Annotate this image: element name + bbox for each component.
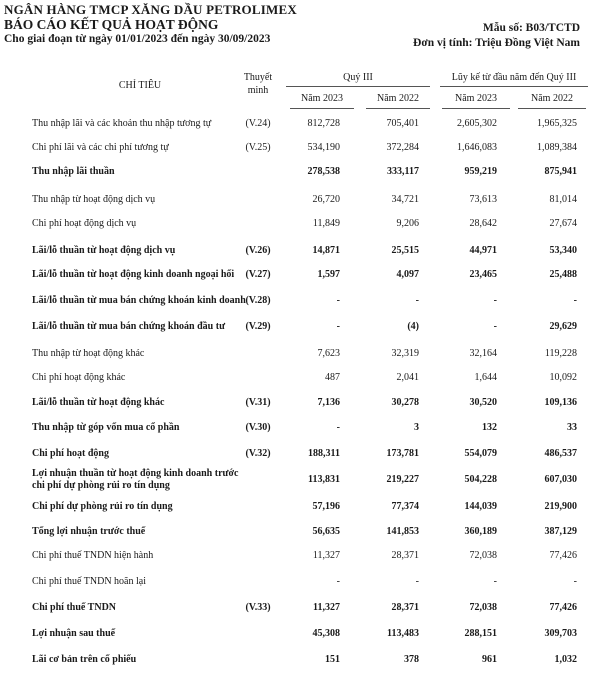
row-label: Chi phí thuế TNDN hoãn lại bbox=[32, 576, 146, 587]
row-note: (V.27) bbox=[245, 269, 271, 280]
value-ytd-2022: 119,228 bbox=[544, 348, 577, 359]
row-note: (V.26) bbox=[245, 245, 271, 256]
row-note: (V.30) bbox=[245, 422, 271, 433]
value-q3-2023: 26,720 bbox=[312, 194, 340, 205]
row-note: (V.29) bbox=[245, 321, 271, 332]
value-ytd-2022: 77,426 bbox=[549, 602, 577, 613]
value-ytd-2022: 219,900 bbox=[544, 501, 577, 512]
report-period: Cho giai đoạn từ ngày 01/01/2023 đến ngày 30/09/2023 bbox=[4, 33, 271, 45]
column-q3-2023: Năm 2023 bbox=[301, 93, 343, 104]
row-label: Lãi/lỗ thuần từ mua bán chứng khoán kinh doanh bbox=[32, 295, 246, 306]
value-ytd-2023: 554,079 bbox=[464, 448, 497, 459]
value-ytd-2022: 33 bbox=[567, 422, 577, 433]
value-ytd-2022: 1,965,325 bbox=[537, 118, 577, 129]
value-ytd-2023: 72,038 bbox=[469, 550, 497, 561]
row-label: Thu nhập từ hoạt động khác bbox=[32, 348, 145, 359]
value-ytd-2023: 504,228 bbox=[464, 474, 497, 485]
value-q3-2023: 7,623 bbox=[317, 348, 340, 359]
row-note: (V.25) bbox=[245, 142, 271, 153]
underline-q3-2023 bbox=[290, 108, 354, 109]
value-ytd-2023: 1,644 bbox=[474, 372, 497, 383]
value-q3-2022: 219,227 bbox=[386, 474, 419, 485]
value-q3-2022: - bbox=[415, 576, 419, 587]
value-q3-2023: 487 bbox=[325, 372, 340, 383]
value-q3-2022: 30,278 bbox=[391, 397, 419, 408]
value-q3-2023: 11,327 bbox=[312, 550, 340, 561]
value-ytd-2022: 387,129 bbox=[544, 526, 577, 537]
row-label: Lãi/lỗ thuần từ hoạt động kinh doanh ngoại hối bbox=[32, 269, 235, 280]
value-ytd-2022: 875,941 bbox=[544, 166, 577, 177]
value-q3-2022: 34,721 bbox=[391, 194, 419, 205]
value-ytd-2023: 1,646,083 bbox=[457, 142, 497, 153]
row-label: Lãi/lỗ thuần từ mua bán chứng khoán đầu tư bbox=[32, 321, 226, 332]
row-label: Lãi/lỗ thuần từ hoạt động khác bbox=[32, 397, 165, 408]
row-label: Thu nhập lãi thuần bbox=[32, 166, 115, 177]
value-ytd-2022: 1,032 bbox=[554, 654, 577, 665]
column-q3-2022: Năm 2022 bbox=[377, 93, 419, 104]
value-q3-2022: (4) bbox=[407, 321, 419, 332]
report-title: BÁO CÁO KẾT QUẢ HOẠT ĐỘNG bbox=[4, 17, 219, 32]
value-ytd-2022: - bbox=[573, 295, 577, 306]
value-q3-2023: - bbox=[336, 422, 340, 433]
row-label: Chi phí thuế TNDN hiện hành bbox=[32, 550, 154, 561]
row-label: Lãi cơ bản trên cổ phiếu bbox=[32, 654, 137, 665]
table-row bbox=[0, 468, 590, 492]
value-q3-2022: 3 bbox=[414, 422, 419, 433]
value-q3-2022: 2,041 bbox=[396, 372, 419, 383]
value-q3-2022: 77,374 bbox=[391, 501, 419, 512]
value-ytd-2023: - bbox=[493, 576, 497, 587]
report-header bbox=[4, 2, 586, 47]
row-label: Chi phí hoạt động bbox=[32, 448, 109, 459]
value-ytd-2022: 109,136 bbox=[544, 397, 577, 408]
value-ytd-2022: 309,703 bbox=[544, 628, 577, 639]
value-q3-2023: 188,311 bbox=[308, 448, 340, 459]
form-number: Mẫu số: B03/TCTD bbox=[482, 22, 580, 34]
value-ytd-2023: 2,605,302 bbox=[457, 118, 497, 129]
row-label: Tổng lợi nhuận trước thuế bbox=[32, 526, 146, 537]
value-ytd-2022: 29,629 bbox=[549, 321, 577, 332]
value-ytd-2023: 73,613 bbox=[469, 194, 497, 205]
value-ytd-2023: 360,189 bbox=[464, 526, 497, 537]
value-ytd-2022: - bbox=[573, 576, 577, 587]
row-label: Lãi/lỗ thuần từ hoạt động dịch vụ bbox=[32, 245, 176, 256]
column-group-q3: Quý III bbox=[343, 72, 373, 83]
underline-ytd-2023 bbox=[442, 108, 510, 109]
column-item: CHỈ TIÊU bbox=[118, 80, 162, 91]
row-label: Thu nhập từ góp vốn mua cổ phần bbox=[32, 422, 180, 433]
value-ytd-2023: 23,465 bbox=[469, 269, 497, 280]
value-q3-2022: 372,284 bbox=[386, 142, 419, 153]
row-label: Chi phí dự phòng rủi ro tín dụng bbox=[32, 501, 173, 512]
value-ytd-2023: 961 bbox=[482, 654, 497, 665]
value-q3-2022: 25,515 bbox=[391, 245, 419, 256]
value-ytd-2023: 959,219 bbox=[464, 166, 497, 177]
underline-ytd-2022 bbox=[518, 108, 586, 109]
value-ytd-2023: 144,039 bbox=[464, 501, 497, 512]
row-label: Chi phí hoạt động khác bbox=[32, 372, 126, 383]
value-q3-2023: 7,136 bbox=[317, 397, 340, 408]
value-q3-2023: 1,597 bbox=[317, 269, 340, 280]
value-ytd-2023: - bbox=[493, 321, 497, 332]
value-q3-2023: 151 bbox=[325, 654, 340, 665]
row-note: (V.24) bbox=[245, 118, 271, 129]
value-q3-2022: 333,117 bbox=[387, 166, 419, 177]
value-ytd-2023: 32,164 bbox=[469, 348, 497, 359]
row-note: (V.33) bbox=[245, 602, 271, 613]
value-ytd-2022: 77,426 bbox=[549, 550, 577, 561]
bank-name: NGÂN HÀNG TMCP XĂNG DẦU PETROLIMEX bbox=[4, 2, 297, 17]
value-q3-2022: 705,401 bbox=[386, 118, 419, 129]
value-q3-2023: 56,635 bbox=[312, 526, 340, 537]
row-label: Thu nhập từ hoạt động dịch vụ bbox=[32, 194, 156, 205]
column-ytd-2023: Năm 2023 bbox=[455, 93, 497, 104]
value-q3-2023: 11,327 bbox=[313, 602, 340, 613]
row-label: Lợi nhuận thuần từ hoạt động kinh doanh trước bbox=[32, 468, 239, 479]
value-q3-2022: 113,483 bbox=[387, 628, 419, 639]
value-q3-2023: 11,849 bbox=[312, 218, 340, 229]
value-q3-2022: 28,371 bbox=[391, 602, 419, 613]
divider-ytd bbox=[440, 86, 588, 87]
value-ytd-2022: 81,014 bbox=[549, 194, 577, 205]
value-ytd-2022: 607,030 bbox=[544, 474, 577, 485]
row-note: (V.31) bbox=[245, 397, 271, 408]
value-ytd-2023: 288,151 bbox=[464, 628, 497, 639]
value-q3-2023: - bbox=[336, 295, 340, 306]
value-ytd-2023: 28,642 bbox=[469, 218, 497, 229]
row-label: Lợi nhuận sau thuế bbox=[32, 628, 116, 639]
currency-unit: Đơn vị tính: Triệu Đồng Việt Nam bbox=[413, 37, 580, 49]
value-ytd-2023: 30,520 bbox=[469, 397, 497, 408]
row-note: (V.28) bbox=[245, 295, 271, 306]
value-q3-2022: 9,206 bbox=[396, 218, 419, 229]
value-q3-2023: 113,831 bbox=[308, 474, 340, 485]
value-q3-2023: - bbox=[336, 576, 340, 587]
value-q3-2023: - bbox=[336, 321, 340, 332]
value-ytd-2022: 486,537 bbox=[544, 448, 577, 459]
value-q3-2023: 57,196 bbox=[312, 501, 340, 512]
value-ytd-2023: 132 bbox=[482, 422, 497, 433]
column-note-line1: Thuyết bbox=[243, 72, 273, 83]
value-ytd-2023: - bbox=[493, 295, 497, 306]
value-ytd-2022: 27,674 bbox=[549, 218, 577, 229]
value-ytd-2022: 10,092 bbox=[549, 372, 577, 383]
row-note: (V.32) bbox=[245, 448, 271, 459]
underline-q3-2022 bbox=[366, 108, 430, 109]
value-ytd-2022: 53,340 bbox=[549, 245, 577, 256]
value-ytd-2022: 1,089,384 bbox=[537, 142, 577, 153]
column-ytd-2022: Năm 2022 bbox=[531, 93, 573, 104]
row-label: Chi phí lãi và các chi phí tương tự bbox=[32, 142, 169, 153]
value-q3-2022: 173,781 bbox=[386, 448, 419, 459]
value-q3-2022: 32,319 bbox=[391, 348, 419, 359]
value-q3-2022: 378 bbox=[404, 654, 419, 665]
value-ytd-2023: 44,971 bbox=[469, 245, 497, 256]
value-q3-2022: - bbox=[415, 295, 419, 306]
divider-q3 bbox=[286, 86, 430, 87]
value-q3-2023: 14,871 bbox=[312, 245, 340, 256]
value-q3-2023: 45,308 bbox=[312, 628, 340, 639]
column-group-ytd: Lũy kế từ đầu năm đến Quý III bbox=[451, 72, 577, 83]
value-q3-2023: 812,728 bbox=[307, 118, 340, 129]
value-q3-2022: 4,097 bbox=[396, 269, 419, 280]
column-note-line2: minh bbox=[247, 85, 269, 96]
value-q3-2022: 141,853 bbox=[386, 526, 419, 537]
value-q3-2022: 28,371 bbox=[391, 550, 419, 561]
row-label-line2: chi phí dự phòng rủi ro tín dụng bbox=[32, 480, 170, 491]
value-ytd-2022: 25,488 bbox=[549, 269, 577, 280]
value-q3-2023: 534,190 bbox=[307, 142, 340, 153]
value-ytd-2023: 72,038 bbox=[469, 602, 497, 613]
row-label: Chi phí thuế TNDN bbox=[32, 602, 117, 613]
value-q3-2023: 278,538 bbox=[307, 166, 340, 177]
row-label: Chi phí hoạt động dịch vụ bbox=[32, 218, 137, 229]
row-label: Thu nhập lãi và các khoản thu nhập tương tự bbox=[32, 118, 212, 129]
